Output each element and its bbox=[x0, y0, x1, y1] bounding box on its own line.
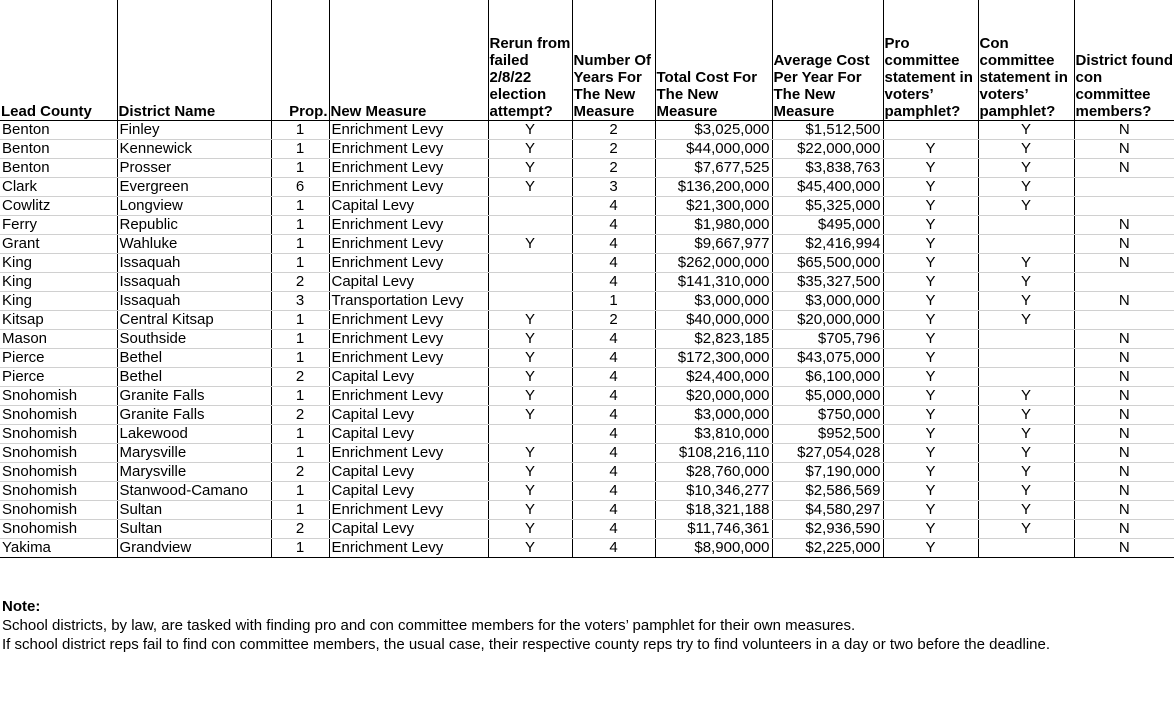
header-cell: Con committee statement in voters’ pamphlet? bbox=[978, 0, 1074, 121]
table-cell: Y bbox=[883, 406, 978, 425]
table-cell: Enrichment Levy bbox=[329, 254, 488, 273]
table-cell: Y bbox=[883, 501, 978, 520]
table-cell: $3,000,000 bbox=[655, 406, 772, 425]
table-cell: Evergreen bbox=[117, 178, 271, 197]
table-cell: $28,760,000 bbox=[655, 463, 772, 482]
table-cell: $3,810,000 bbox=[655, 425, 772, 444]
table-cell: 1 bbox=[271, 159, 329, 178]
table-cell: Sultan bbox=[117, 520, 271, 539]
table-cell: Y bbox=[488, 539, 572, 558]
table-cell: Y bbox=[883, 539, 978, 558]
table-cell: $18,321,188 bbox=[655, 501, 772, 520]
table-cell: Y bbox=[488, 482, 572, 501]
table-row bbox=[0, 368, 1174, 387]
table-cell: N bbox=[1074, 254, 1174, 273]
header-cell: District found con committee members? bbox=[1074, 0, 1174, 121]
table-cell: $108,216,110 bbox=[655, 444, 772, 463]
table-cell: N bbox=[1074, 140, 1174, 159]
table-cell: Benton bbox=[0, 140, 117, 159]
table-cell: 2 bbox=[271, 463, 329, 482]
table-cell bbox=[488, 273, 572, 292]
table-row bbox=[0, 121, 1174, 140]
table-cell: Snohomish bbox=[0, 406, 117, 425]
table-row bbox=[0, 311, 1174, 330]
table-cell: 1 bbox=[271, 216, 329, 235]
table-cell: Kitsap bbox=[0, 311, 117, 330]
table-cell: Y bbox=[978, 387, 1074, 406]
table-cell: 4 bbox=[572, 463, 655, 482]
table-cell: Y bbox=[488, 387, 572, 406]
table-cell: Y bbox=[488, 140, 572, 159]
table-cell: 3 bbox=[271, 292, 329, 311]
table-cell: N bbox=[1074, 501, 1174, 520]
table-cell: Y bbox=[883, 444, 978, 463]
table-cell: Y bbox=[488, 121, 572, 140]
table-cell: $5,000,000 bbox=[772, 387, 883, 406]
table-cell: $3,838,763 bbox=[772, 159, 883, 178]
table-cell: 4 bbox=[572, 520, 655, 539]
table-cell: Bethel bbox=[117, 368, 271, 387]
table-row bbox=[0, 444, 1174, 463]
table-cell: $40,000,000 bbox=[655, 311, 772, 330]
table-cell: Issaquah bbox=[117, 254, 271, 273]
table-cell: Sultan bbox=[117, 501, 271, 520]
table-cell: 1 bbox=[271, 197, 329, 216]
table-cell: Y bbox=[978, 444, 1074, 463]
table-cell: 4 bbox=[572, 216, 655, 235]
table-cell: 4 bbox=[572, 444, 655, 463]
table-cell: $750,000 bbox=[772, 406, 883, 425]
table-cell: Snohomish bbox=[0, 444, 117, 463]
header-cell: District Name bbox=[117, 0, 271, 121]
table-cell: $27,054,028 bbox=[772, 444, 883, 463]
table-row bbox=[0, 406, 1174, 425]
note-title: Note: bbox=[2, 598, 41, 615]
table-cell: Y bbox=[978, 178, 1074, 197]
header-cell: Average Cost Per Year For The New Measure bbox=[772, 0, 883, 121]
table-cell: Y bbox=[883, 178, 978, 197]
table-cell: 4 bbox=[572, 254, 655, 273]
table-cell: Capital Levy bbox=[329, 197, 488, 216]
table-cell: Y bbox=[978, 406, 1074, 425]
table-cell: N bbox=[1074, 368, 1174, 387]
table-cell: 1 bbox=[271, 425, 329, 444]
table-cell: 1 bbox=[271, 235, 329, 254]
table-row bbox=[0, 463, 1174, 482]
table-cell: N bbox=[1074, 482, 1174, 501]
table-cell: N bbox=[1074, 425, 1174, 444]
table-cell: Capital Levy bbox=[329, 368, 488, 387]
table-cell: Y bbox=[883, 235, 978, 254]
table-cell: Issaquah bbox=[117, 292, 271, 311]
header-cell: Rerun from failed 2/8/22 election attempt? bbox=[488, 0, 572, 121]
table-cell: 4 bbox=[572, 425, 655, 444]
table-cell: Stanwood-Camano bbox=[117, 482, 271, 501]
table-cell: Issaquah bbox=[117, 273, 271, 292]
table-cell: $172,300,000 bbox=[655, 349, 772, 368]
table-cell: 1 bbox=[271, 501, 329, 520]
table-cell: Y bbox=[883, 292, 978, 311]
table-cell: Enrichment Levy bbox=[329, 235, 488, 254]
table-cell: Enrichment Levy bbox=[329, 178, 488, 197]
table-cell: Snohomish bbox=[0, 463, 117, 482]
table-row bbox=[0, 292, 1174, 311]
table-cell: Y bbox=[883, 425, 978, 444]
table-cell: $495,000 bbox=[772, 216, 883, 235]
table-cell: N bbox=[1074, 444, 1174, 463]
table-cell: 1 bbox=[271, 444, 329, 463]
table-cell bbox=[978, 330, 1074, 349]
table-cell: Y bbox=[978, 292, 1074, 311]
table-cell: $44,000,000 bbox=[655, 140, 772, 159]
table-cell: $35,327,500 bbox=[772, 273, 883, 292]
table-cell: 2 bbox=[271, 273, 329, 292]
table-cell bbox=[488, 216, 572, 235]
table-cell: Enrichment Levy bbox=[329, 330, 488, 349]
table-cell: Y bbox=[488, 330, 572, 349]
table-cell: Y bbox=[978, 463, 1074, 482]
table-cell: Y bbox=[488, 349, 572, 368]
table-cell: Enrichment Levy bbox=[329, 349, 488, 368]
table-cell: $2,823,185 bbox=[655, 330, 772, 349]
table-cell: $141,310,000 bbox=[655, 273, 772, 292]
table-cell: Capital Levy bbox=[329, 520, 488, 539]
table-cell: Enrichment Levy bbox=[329, 121, 488, 140]
header-cell: Number Of Years For The New Measure bbox=[572, 0, 655, 121]
table-cell: Y bbox=[978, 501, 1074, 520]
table-cell: Y bbox=[883, 197, 978, 216]
table-cell: Capital Levy bbox=[329, 463, 488, 482]
header-cell: Lead County bbox=[0, 0, 117, 121]
table-cell: Benton bbox=[0, 159, 117, 178]
table-cell: Longview bbox=[117, 197, 271, 216]
table-cell: N bbox=[1074, 387, 1174, 406]
table-cell: $10,346,277 bbox=[655, 482, 772, 501]
table-cell: Y bbox=[978, 520, 1074, 539]
table-cell: $8,900,000 bbox=[655, 539, 772, 558]
table-cell: $20,000,000 bbox=[655, 387, 772, 406]
table-cell: Cowlitz bbox=[0, 197, 117, 216]
table-cell: Capital Levy bbox=[329, 273, 488, 292]
table-cell: Benton bbox=[0, 121, 117, 140]
table-cell: King bbox=[0, 292, 117, 311]
table-cell: 4 bbox=[572, 482, 655, 501]
table-cell: Snohomish bbox=[0, 501, 117, 520]
table-cell: $45,400,000 bbox=[772, 178, 883, 197]
table-cell: 4 bbox=[572, 330, 655, 349]
table-cell: $705,796 bbox=[772, 330, 883, 349]
table-cell: Enrichment Levy bbox=[329, 311, 488, 330]
table-cell: Bethel bbox=[117, 349, 271, 368]
table-cell: Central Kitsap bbox=[117, 311, 271, 330]
table-row bbox=[0, 140, 1174, 159]
table-cell: $6,100,000 bbox=[772, 368, 883, 387]
table-row bbox=[0, 254, 1174, 273]
table-cell: 1 bbox=[271, 482, 329, 501]
table-cell: $22,000,000 bbox=[772, 140, 883, 159]
table-cell: $2,225,000 bbox=[772, 539, 883, 558]
table-cell: Granite Falls bbox=[117, 406, 271, 425]
table-cell bbox=[488, 425, 572, 444]
table-cell: Y bbox=[883, 311, 978, 330]
table-cell: 6 bbox=[271, 178, 329, 197]
table-cell: $7,677,525 bbox=[655, 159, 772, 178]
table-cell: Y bbox=[883, 216, 978, 235]
table-cell bbox=[488, 254, 572, 273]
table-cell: 1 bbox=[271, 387, 329, 406]
table-cell: $3,000,000 bbox=[655, 292, 772, 311]
table-cell: Enrichment Levy bbox=[329, 159, 488, 178]
table-cell: Y bbox=[883, 273, 978, 292]
table-cell: Snohomish bbox=[0, 425, 117, 444]
table-cell: $65,500,000 bbox=[772, 254, 883, 273]
table-cell: $2,586,569 bbox=[772, 482, 883, 501]
table-cell: Snohomish bbox=[0, 520, 117, 539]
table-cell: Y bbox=[978, 311, 1074, 330]
table-cell: Yakima bbox=[0, 539, 117, 558]
table-row bbox=[0, 159, 1174, 178]
table-cell: Pierce bbox=[0, 368, 117, 387]
table-cell: N bbox=[1074, 159, 1174, 178]
table-cell: Finley bbox=[117, 121, 271, 140]
table-cell: 1 bbox=[271, 140, 329, 159]
table-cell: Y bbox=[978, 140, 1074, 159]
table-cell: $5,325,000 bbox=[772, 197, 883, 216]
table-row bbox=[0, 235, 1174, 254]
table-cell bbox=[978, 349, 1074, 368]
table-cell: Republic bbox=[117, 216, 271, 235]
table-cell bbox=[1074, 311, 1174, 330]
table-row bbox=[0, 216, 1174, 235]
header-cell: New Measure bbox=[329, 0, 488, 121]
table-cell: 4 bbox=[572, 501, 655, 520]
table-cell: Y bbox=[978, 197, 1074, 216]
table-cell: King bbox=[0, 273, 117, 292]
table-cell: Y bbox=[488, 463, 572, 482]
table-cell: Y bbox=[883, 463, 978, 482]
table-cell: 4 bbox=[572, 539, 655, 558]
table-cell: 2 bbox=[271, 520, 329, 539]
table-cell bbox=[978, 235, 1074, 254]
table-row bbox=[0, 387, 1174, 406]
header-row bbox=[0, 0, 1174, 121]
note-line-2: If school district reps fail to find con committee members, the usual case, their respective county reps try to find volunteers in a day or two before the deadline. bbox=[2, 636, 1051, 653]
table-cell: 1 bbox=[271, 539, 329, 558]
table-cell: King bbox=[0, 254, 117, 273]
table-cell: Y bbox=[488, 368, 572, 387]
table-cell: Wahluke bbox=[117, 235, 271, 254]
table-cell: Y bbox=[883, 159, 978, 178]
table-cell: 4 bbox=[572, 368, 655, 387]
table-cell: Y bbox=[883, 482, 978, 501]
table-cell: Prosser bbox=[117, 159, 271, 178]
table-row bbox=[0, 197, 1174, 216]
header-cell: Prop. bbox=[271, 0, 329, 121]
table-cell: 4 bbox=[572, 235, 655, 254]
table-cell: N bbox=[1074, 349, 1174, 368]
table-row bbox=[0, 330, 1174, 349]
table-cell: 2 bbox=[572, 311, 655, 330]
table-cell bbox=[978, 368, 1074, 387]
table-cell: $9,667,977 bbox=[655, 235, 772, 254]
table-cell: Y bbox=[883, 520, 978, 539]
table-cell: N bbox=[1074, 520, 1174, 539]
table-cell: 2 bbox=[271, 406, 329, 425]
table-cell: 2 bbox=[572, 159, 655, 178]
table-cell bbox=[1074, 178, 1174, 197]
table-cell: $24,400,000 bbox=[655, 368, 772, 387]
table-row bbox=[0, 178, 1174, 197]
table-cell: Y bbox=[488, 520, 572, 539]
table-cell: Enrichment Levy bbox=[329, 387, 488, 406]
table-cell: $262,000,000 bbox=[655, 254, 772, 273]
table-cell bbox=[1074, 197, 1174, 216]
table-row bbox=[0, 539, 1174, 558]
note-line-1: School districts, by law, are tasked with finding pro and con committee members for the voters’ pamphlet for their own measures. bbox=[2, 617, 856, 634]
table-cell: Granite Falls bbox=[117, 387, 271, 406]
table-cell: Enrichment Levy bbox=[329, 539, 488, 558]
table-cell: 1 bbox=[271, 121, 329, 140]
table-cell: Capital Levy bbox=[329, 406, 488, 425]
table-cell: Y bbox=[883, 140, 978, 159]
table-cell: $7,190,000 bbox=[772, 463, 883, 482]
table-row bbox=[0, 349, 1174, 368]
table-cell: 4 bbox=[572, 197, 655, 216]
table-cell: Mason bbox=[0, 330, 117, 349]
table-cell: Y bbox=[488, 235, 572, 254]
table-cell: 4 bbox=[572, 273, 655, 292]
table-cell: N bbox=[1074, 121, 1174, 140]
table-cell: $952,500 bbox=[772, 425, 883, 444]
table-cell: $43,075,000 bbox=[772, 349, 883, 368]
table-row bbox=[0, 520, 1174, 539]
table-cell: Y bbox=[488, 178, 572, 197]
table-cell: $21,300,000 bbox=[655, 197, 772, 216]
table-cell: N bbox=[1074, 292, 1174, 311]
table-cell: 4 bbox=[572, 406, 655, 425]
table-cell: $136,200,000 bbox=[655, 178, 772, 197]
table-cell bbox=[978, 539, 1074, 558]
table-cell: $3,000,000 bbox=[772, 292, 883, 311]
table-cell: Y bbox=[883, 387, 978, 406]
table-cell: Kennewick bbox=[117, 140, 271, 159]
table-cell: Marysville bbox=[117, 444, 271, 463]
table-cell bbox=[978, 216, 1074, 235]
table-cell: N bbox=[1074, 216, 1174, 235]
table-cell: 1 bbox=[572, 292, 655, 311]
table-cell: N bbox=[1074, 406, 1174, 425]
table-cell: Capital Levy bbox=[329, 482, 488, 501]
table-cell: $11,746,361 bbox=[655, 520, 772, 539]
table-cell: Enrichment Levy bbox=[329, 140, 488, 159]
table-row bbox=[0, 501, 1174, 520]
table-cell: Y bbox=[978, 254, 1074, 273]
table-cell: Y bbox=[978, 482, 1074, 501]
table-cell: N bbox=[1074, 463, 1174, 482]
table-cell: Y bbox=[978, 121, 1074, 140]
table-cell: Snohomish bbox=[0, 387, 117, 406]
note-block bbox=[2, 597, 1050, 654]
table-row bbox=[0, 482, 1174, 501]
table-cell: 4 bbox=[572, 387, 655, 406]
header-cell: Pro committee statement in voters’ pamphlet? bbox=[883, 0, 978, 121]
table-cell: Grant bbox=[0, 235, 117, 254]
table-cell: 2 bbox=[572, 140, 655, 159]
table-cell: $1,980,000 bbox=[655, 216, 772, 235]
table-cell bbox=[1074, 273, 1174, 292]
table-cell: $3,025,000 bbox=[655, 121, 772, 140]
table-cell: Clark bbox=[0, 178, 117, 197]
table-row bbox=[0, 273, 1174, 292]
table-cell: 4 bbox=[572, 349, 655, 368]
table-cell: Y bbox=[488, 406, 572, 425]
table-cell: N bbox=[1074, 330, 1174, 349]
table-body bbox=[0, 121, 1174, 558]
table-cell: Enrichment Levy bbox=[329, 501, 488, 520]
table-cell: Y bbox=[488, 444, 572, 463]
table-cell: Marysville bbox=[117, 463, 271, 482]
table-cell: Transportation Levy bbox=[329, 292, 488, 311]
table-cell: Y bbox=[978, 273, 1074, 292]
table-cell: $1,512,500 bbox=[772, 121, 883, 140]
table-cell: Y bbox=[488, 159, 572, 178]
table-cell: 1 bbox=[271, 349, 329, 368]
table-cell: Y bbox=[883, 368, 978, 387]
table-cell: Snohomish bbox=[0, 482, 117, 501]
table-cell: Y bbox=[883, 349, 978, 368]
header-cell: Total Cost For The New Measure bbox=[655, 0, 772, 121]
table-cell bbox=[488, 292, 572, 311]
table-cell: Pierce bbox=[0, 349, 117, 368]
table-cell: 1 bbox=[271, 330, 329, 349]
table-cell: 3 bbox=[572, 178, 655, 197]
table-cell: 2 bbox=[271, 368, 329, 387]
table-cell: Southside bbox=[117, 330, 271, 349]
table-cell: $2,936,590 bbox=[772, 520, 883, 539]
table-cell: Y bbox=[488, 311, 572, 330]
table-cell: N bbox=[1074, 235, 1174, 254]
table-cell: $2,416,994 bbox=[772, 235, 883, 254]
table-cell: Ferry bbox=[0, 216, 117, 235]
table-cell: Y bbox=[978, 159, 1074, 178]
table-cell: 2 bbox=[572, 121, 655, 140]
table-cell: Lakewood bbox=[117, 425, 271, 444]
table-cell bbox=[488, 197, 572, 216]
table-cell: 1 bbox=[271, 254, 329, 273]
table-cell: Y bbox=[883, 330, 978, 349]
table-cell: 1 bbox=[271, 311, 329, 330]
table-cell: N bbox=[1074, 539, 1174, 558]
table-cell: Capital Levy bbox=[329, 425, 488, 444]
table-cell: Y bbox=[488, 501, 572, 520]
table-cell: Grandview bbox=[117, 539, 271, 558]
table-row bbox=[0, 425, 1174, 444]
table-cell: $4,580,297 bbox=[772, 501, 883, 520]
table-cell: Enrichment Levy bbox=[329, 216, 488, 235]
table-cell: Y bbox=[883, 254, 978, 273]
table-cell: Enrichment Levy bbox=[329, 444, 488, 463]
table-cell: Y bbox=[978, 425, 1074, 444]
table-cell bbox=[883, 121, 978, 140]
table-cell: $20,000,000 bbox=[772, 311, 883, 330]
